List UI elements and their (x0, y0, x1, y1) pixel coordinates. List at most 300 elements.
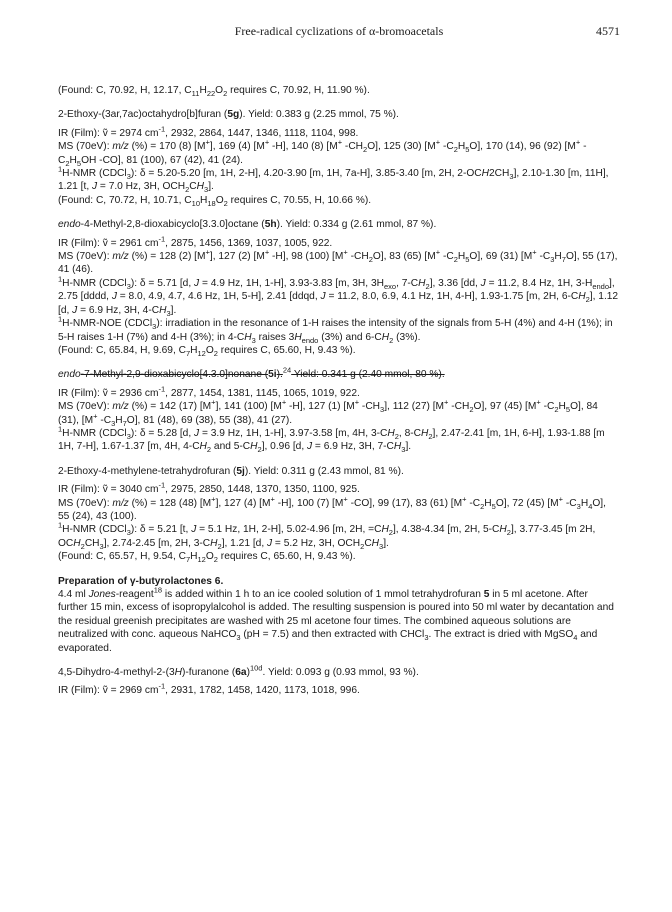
text-run: MS (70eV): (58, 401, 113, 413)
text-block (58, 575, 620, 655)
text-line (58, 585, 620, 655)
text-run: IR (Film): ṽ = 2969 cm (58, 685, 159, 697)
text-run: ]. (208, 181, 214, 193)
text-run: = 3.9 Hz, 1H, 1-H], 3.97-3.58 [m, 4H, 3-C (199, 427, 388, 439)
text-run: 3 (111, 418, 116, 428)
text-run: + (354, 397, 360, 407)
text-block (58, 365, 620, 455)
text-run: H (294, 331, 302, 343)
text-run: 5i (268, 369, 277, 381)
text-run: + (435, 137, 441, 147)
text-line (58, 365, 620, 381)
text-run: ], 0.96 [d, (261, 441, 307, 453)
text-run: ], 2.75 [dddd, (58, 277, 615, 303)
text-run: 2 (469, 405, 474, 415)
text-run: and 5-C (211, 441, 251, 453)
text-run: 2 (489, 168, 495, 180)
text-run: ]. (170, 304, 177, 316)
text-line (58, 84, 620, 97)
text-run: -H], 100 (7) [M (274, 497, 344, 509)
text-run: , 8-C (398, 427, 421, 439)
text-run: ], 127 (2) [M (209, 251, 265, 263)
text-run: 4 (588, 501, 593, 511)
text-run: H (190, 344, 198, 356)
text-run: 3 (379, 541, 384, 551)
text-run: ], 4.38-4.34 [m, 2H, 5-C (392, 524, 500, 536)
text-run: O (215, 194, 224, 206)
text-run: -C (540, 401, 555, 413)
text-run: = 11.2, 8.0, 6.9, 4.1 Hz, 1H, 4-H], 1.93-1.75 [m, 2H, 6-C (325, 291, 579, 303)
text-run: H (418, 277, 426, 289)
text-run: 3 (576, 501, 581, 511)
text-run: H (457, 141, 466, 153)
text-run: m/z (112, 251, 129, 263)
text-run: 3 (509, 172, 514, 182)
text-run: 2 (213, 348, 218, 358)
text-run: 7 (185, 348, 191, 358)
text-line (58, 663, 620, 679)
text-run: + (575, 137, 581, 147)
text-run: J (194, 427, 200, 439)
text-run: O], 72 (45) [M (495, 497, 559, 509)
text-run: 18 (207, 198, 216, 208)
text-run: ], 1.21 [d, (221, 537, 267, 549)
text-run: -1 (158, 234, 166, 244)
text-run: m/z (112, 141, 129, 153)
text-run: MS (70eV): (58, 141, 113, 153)
text-run: 5 (491, 501, 496, 511)
text-run: requires C, 70.92, H, 11.90 %). (227, 85, 370, 96)
text-run: )-furanone ( (181, 667, 236, 679)
text-run: H (159, 304, 167, 316)
text-run: + (532, 247, 537, 257)
text-run: ). Yield: 0.383 g (2.25 mmol, 75 %). (239, 109, 399, 121)
text-line (58, 494, 620, 524)
text-run: J (480, 277, 486, 289)
text-run: + (93, 411, 98, 421)
text-line (58, 465, 620, 478)
text-run: requires C, 65.60, H, 9.43 %). (217, 551, 356, 563)
text-run: IR (Film): ṽ = 2936 cm (58, 387, 159, 399)
text-run: 3 (126, 528, 131, 538)
text-run: -H], 98 (100) [M (269, 251, 344, 263)
text-run: H (558, 401, 566, 413)
text-run: ). Yield: 0.311 g (2.43 mmol, 81 %). (244, 465, 404, 477)
text-run: C (364, 537, 372, 549)
text-run: 3 (251, 335, 256, 345)
text-run: ], 2.74-2.45 [m, 2H, 3-C (103, 537, 211, 549)
text-block (58, 108, 620, 207)
text-run: H (481, 168, 489, 180)
page-number: 4571 (596, 24, 620, 38)
text-run: + (343, 247, 348, 257)
text-run: + (281, 397, 287, 407)
text-run: -4-Methyl-2,8-dioxabicyclo[3.3.0]octane ( (80, 219, 265, 231)
text-run: 2 (428, 431, 433, 441)
text-run: H (420, 427, 429, 439)
text-run: H-NMR (CDCl (62, 277, 127, 289)
text-run: 2 (363, 145, 368, 155)
text-run: O], 170 (14), 96 (92) [M (469, 141, 576, 153)
text-run: H (499, 524, 507, 536)
text-run: = 6.9 Hz, 3H, 4-C (77, 304, 160, 316)
text-run: + (264, 247, 270, 257)
text-run: 2-Ethoxy-4-methylene-tetrahydrofuran ( (58, 465, 237, 477)
text-run: + (211, 494, 216, 504)
text-run: O (205, 551, 214, 563)
text-run: Preparation of γ-butyrolactones 6. (58, 575, 224, 587)
text-run: , 2931, 1782, 1458, 1420, 1173, 1018, 996. (165, 685, 360, 697)
text-run: 2 (453, 145, 458, 155)
text-run: + (558, 494, 564, 504)
text-run: 2 (360, 541, 365, 551)
text-run: (%) = 128 (2) [M (128, 251, 206, 263)
text-run: J (194, 277, 200, 289)
text-run: 2 (394, 431, 399, 441)
text-run: O], 125 (30) [M (367, 141, 436, 153)
text-run: -CH (342, 141, 364, 153)
text-line (58, 575, 620, 588)
text-run: ) (246, 667, 250, 679)
text-run: + (205, 137, 210, 147)
text-run: H (250, 441, 258, 453)
text-run: O], 84 (31), [M (58, 401, 598, 426)
text-run: 5 (76, 158, 82, 168)
text-run: H (196, 181, 205, 193)
text-line (58, 550, 620, 563)
text-run: O], 55 (17), 41 (46). (58, 251, 618, 276)
text-run: 2 (217, 541, 222, 551)
text-run: 5 (565, 405, 571, 415)
text-run: (Found: C, 65.57, H, 9.54, C (58, 551, 186, 563)
text-run: 10d (249, 663, 263, 673)
text-run: 6a (235, 667, 247, 679)
text-run: . Yield: 0.093 g (0.93 mmol, 93 %). (262, 667, 419, 679)
text-run: H (69, 154, 77, 166)
text-run: 1 (58, 314, 63, 324)
text-run: ). Yield: 0.334 g (2.61 mmol, 87 %). (276, 219, 437, 231)
text-run: = 4.9 Hz, 1H, 1-H], 3.93-3.83 [m, 3H, 3H (199, 277, 384, 289)
text-run: 7 (561, 255, 566, 265)
text-run: -CH (359, 401, 381, 413)
text-run: J (307, 441, 313, 453)
text-run: -C (563, 497, 577, 509)
text-line (58, 247, 620, 277)
text-run: 12 (197, 555, 206, 565)
text-run: 2 (388, 528, 393, 538)
text-run: -C (536, 251, 551, 263)
text-run: 2 (185, 185, 190, 195)
text-run: 3 (152, 322, 157, 332)
text-line (58, 164, 620, 195)
text-run: 2 (368, 255, 373, 265)
text-run: 2 (223, 198, 228, 208)
text-run: O], 69 (31) [M (469, 251, 533, 263)
text-run: 2 (223, 89, 228, 99)
text-run: 10 (191, 198, 200, 208)
text-run: 1 (58, 424, 63, 434)
text-run: endo (592, 281, 609, 291)
text-run: + (205, 247, 210, 257)
text-run: H (554, 251, 562, 263)
text-run: 2 (65, 158, 70, 168)
text-run: 3 (204, 185, 209, 195)
text-run: -1 (158, 124, 166, 134)
text-run: H (393, 441, 402, 453)
text-run: Yield: 0.341 g (2.40 mmol, 80 %). (291, 369, 445, 381)
text-run: 2 (257, 445, 262, 455)
text-run: = 5.1 Hz, 1H, 2-H], 5.02-4.96 [m, 2H, =C (196, 524, 382, 536)
text-run: H (199, 441, 207, 453)
text-run: 1 (58, 520, 63, 530)
text-run: -H], 127 (1) [M (286, 401, 355, 413)
running-title: Free-radical cyclizations of α-bromoacetals (234, 24, 444, 38)
text-line (58, 194, 620, 207)
text-run: O (205, 344, 214, 356)
text-run: -C (440, 251, 454, 263)
text-run: H (457, 251, 466, 263)
text-run: , 2877, 1454, 1381, 1145, 1065, 1019, 922. (165, 387, 360, 399)
text-run: (%) = 170 (8) [M (128, 141, 206, 153)
text-run: H (578, 291, 586, 303)
text-run: requires C, 70.55, H, 10.66 %). (227, 194, 372, 206)
text-run: + (343, 494, 348, 504)
text-run: H (244, 331, 252, 343)
text-run: ], 169 (4) [M (209, 141, 265, 153)
text-run: -CH (347, 251, 369, 263)
text-run: ): δ = 5.28 [d, (130, 427, 195, 439)
text-run: CH (84, 537, 100, 549)
text-run: -C (466, 497, 481, 509)
text-block (58, 218, 620, 357)
text-run: 3 (401, 445, 406, 455)
text-run: -C (97, 414, 112, 426)
text-run: 5h (264, 219, 277, 231)
text-run: 2 (425, 281, 430, 291)
text-run: H (210, 537, 218, 549)
text-run: 24 (282, 365, 292, 375)
text-line (58, 480, 620, 496)
text-run: is added within 1 h to an ice cooled solution of 1 mmol tetrahydrofuran (162, 589, 484, 600)
text-run: (3%). (393, 331, 421, 343)
text-run: + (270, 494, 275, 504)
text-run: (Found: C, 70.72, H, 10.71, C (58, 194, 192, 206)
text-run: -CH (448, 401, 470, 413)
text-line (58, 108, 620, 121)
text-run: H (115, 414, 123, 426)
text-run: J (191, 524, 197, 536)
text-run: -7-Methyl-2,9-dioxabicyclo[4.3.0]nonane ( (80, 369, 269, 381)
text-run: + (444, 397, 449, 407)
text-run: J (72, 304, 78, 316)
text-run: 5j (236, 465, 245, 477)
text-line (58, 274, 620, 318)
text-run: 11 (191, 89, 200, 99)
text-run: J (91, 181, 98, 193)
text-run: = 7.0 Hz, 3H, OCH (97, 181, 186, 193)
text-run: 3 (236, 633, 241, 643)
text-run: 5g (227, 109, 240, 121)
text-run: H (381, 331, 390, 343)
text-line (58, 684, 620, 697)
text-run: + (211, 397, 216, 407)
text-run: = 5.2 Hz, 3H, OCH (272, 537, 361, 549)
text-run: 1 (58, 274, 63, 284)
text-run: H (199, 85, 207, 96)
text-run: , 7-C (396, 277, 419, 289)
text-run: ). (276, 369, 283, 381)
text-run: H (381, 524, 389, 536)
text-run: ], 2.10-1.30 [m, 11H], 1.21 [t, (58, 168, 609, 193)
text-run: + (536, 397, 541, 407)
text-run: + (264, 137, 270, 147)
text-run: O], 55 (24), 43 (100). (58, 497, 606, 522)
text-run: -C (58, 141, 587, 166)
text-run: = 6.9 Hz, 3H, 7-C (312, 441, 394, 453)
text-run: 2 (585, 295, 590, 305)
text-run: H (387, 427, 395, 439)
text-block (58, 84, 620, 97)
text-run: , 2875, 1456, 1369, 1037, 1005, 922. (165, 237, 333, 249)
text-run: O], 83 (65) [M (372, 251, 436, 263)
text-run: -reagent (115, 589, 154, 600)
text-run: 2 (453, 255, 458, 265)
text-run: -1 (158, 480, 166, 490)
text-run: 1 (58, 164, 63, 174)
text-run: 2 (80, 541, 85, 551)
text-run: + (462, 494, 467, 504)
text-run: H (580, 497, 589, 509)
text-run: H (484, 497, 492, 509)
text-block (58, 465, 620, 564)
text-run: IR (Film): ṽ = 3040 cm (58, 484, 159, 496)
text-run: IR (Film): ṽ = 2974 cm (58, 127, 159, 139)
text-run: 2 (213, 555, 218, 565)
text-run: 4.4 ml (58, 589, 89, 600)
text-run: m/z (112, 497, 129, 509)
text-line (58, 397, 620, 428)
text-run: 3 (126, 281, 131, 291)
text-run: C (189, 181, 197, 193)
text-run: (%) = 142 (17) [M (128, 401, 212, 413)
text-run: endo (301, 335, 319, 345)
text-run: 4 (573, 633, 578, 643)
text-run: 2 (389, 335, 394, 345)
text-run: -1 (158, 682, 166, 692)
text-run: 2 (554, 405, 559, 415)
text-run: H (190, 551, 198, 563)
text-run: 7 (185, 555, 191, 565)
text-line (58, 137, 620, 168)
text-run: (3%) and 6-C (318, 331, 382, 343)
text-run: ): irradiation in the resonance of 1-H raises the intensity of the signals from 5-H (4%) and 4-H (1%); in 5-H raises 1-H (7%) and 4-H (3%); in 4-C (58, 318, 613, 343)
text-run: endo (58, 369, 81, 381)
text-run: H (200, 194, 208, 206)
experimental-text (58, 84, 620, 698)
text-run: 5 (465, 255, 470, 265)
text-run: ): δ = 5.71 [d, (130, 277, 195, 289)
text-run: ]. (405, 441, 412, 453)
text-run: + (435, 247, 441, 257)
text-run: , 2932, 2864, 1447, 1346, 1118, 1104, 998. (165, 127, 359, 139)
text-run: ): δ = 5.20-5.20 [m, 1H, 2-H], 4.20-3.90 [m, 1H, 7a-H], 3.85-3.40 [m, 2H, 2-OC (130, 168, 482, 180)
text-run: 2 (480, 501, 485, 511)
text-run: ], 1.12 [d, (58, 291, 619, 316)
text-run: 2-Ethoxy-(3ar,7ac)octahydro[b]furan ( (58, 109, 228, 121)
text-line (58, 218, 620, 231)
text-run: 4,5-Dihydro-4-methyl-2-(3 (58, 667, 175, 679)
text-run: ], 127 (4) [M (215, 497, 271, 509)
text-run: 5 (465, 145, 470, 155)
text-run: and evaporated. (58, 629, 598, 654)
text-run: (Found: C, 65.84, H, 9.69, C (58, 344, 186, 356)
text-line (58, 424, 620, 455)
text-run: 3 (550, 255, 555, 265)
text-run: ]. (383, 537, 389, 549)
text-run: 3 (166, 308, 171, 318)
text-run: 3 (126, 431, 131, 441)
text-run: exo (383, 281, 397, 291)
text-run: ], 141 (100) [M (215, 401, 282, 413)
text-run: 7 (122, 418, 127, 428)
text-line (58, 520, 620, 551)
text-run: H (371, 537, 380, 549)
text-run: H-NMR-NOE (CDCl (62, 318, 153, 330)
text-run: CH (494, 168, 510, 180)
text-run: -1 (158, 384, 166, 394)
text-run: . The extract is dried with MgSO (428, 629, 574, 641)
text-run: -C (440, 141, 454, 153)
text-run: -H], 140 (8) [M (269, 141, 338, 153)
text-run: MS (70eV): (58, 497, 113, 509)
text-run: 18 (153, 585, 163, 595)
text-run: -CO], 99 (17), 83 (61) [M (347, 497, 463, 509)
text-run: 22 (206, 89, 216, 99)
text-run: endo (58, 219, 81, 231)
text-run: H-NMR (CDCl (62, 427, 127, 439)
text-run: H (174, 667, 182, 679)
text-run: (%) = 128 (48) [M (128, 497, 212, 509)
text-run: J (267, 537, 273, 549)
text-run: O (215, 85, 224, 96)
text-run: raises 3 (255, 331, 295, 343)
text-run: 3 (380, 405, 385, 415)
text-run: ], 2.47-2.41 [m, 1H, 6-H], 1.93-1.88 [m 1H, 7-H], 1.67-1.37 [m, 4H, 4-C (58, 427, 605, 453)
text-run: MS (70eV): (58, 251, 113, 263)
text-run: ], 3.77-3.45 [m 2H, OC (58, 524, 596, 549)
text-run: J (111, 291, 117, 303)
text-run: m/z (112, 401, 129, 413)
text-run: 2 (506, 528, 511, 538)
text-run: = 8.0, 4.9, 4.7, 4.6 Hz, 1H, 5-H], 2.41 [ddqd, (116, 291, 321, 303)
text-block (58, 663, 620, 698)
text-run: O], 97 (45) [M (473, 401, 537, 413)
text-run: H-NMR (CDCl (62, 168, 127, 180)
text-run: 5 (483, 589, 490, 600)
text-run: H-NMR (CDCl (62, 524, 127, 536)
text-run: 12 (197, 348, 206, 358)
text-run: 3 (126, 172, 131, 182)
text-run: ): δ = 5.21 [t, (130, 524, 192, 536)
text-run: 2 (206, 445, 212, 455)
text-run: , 2975, 2850, 1448, 1370, 1350, 1100, 925. (165, 484, 360, 496)
text-run: + (337, 137, 343, 147)
running-head (58, 24, 620, 44)
text-run: H (73, 537, 81, 549)
text-run: requires C, 65.60, H, 9.43 %). (217, 344, 356, 356)
text-run: (pH = 7.5) and then extracted with CHCl (240, 629, 425, 641)
text-run: ], 112 (27) [M (384, 401, 445, 413)
